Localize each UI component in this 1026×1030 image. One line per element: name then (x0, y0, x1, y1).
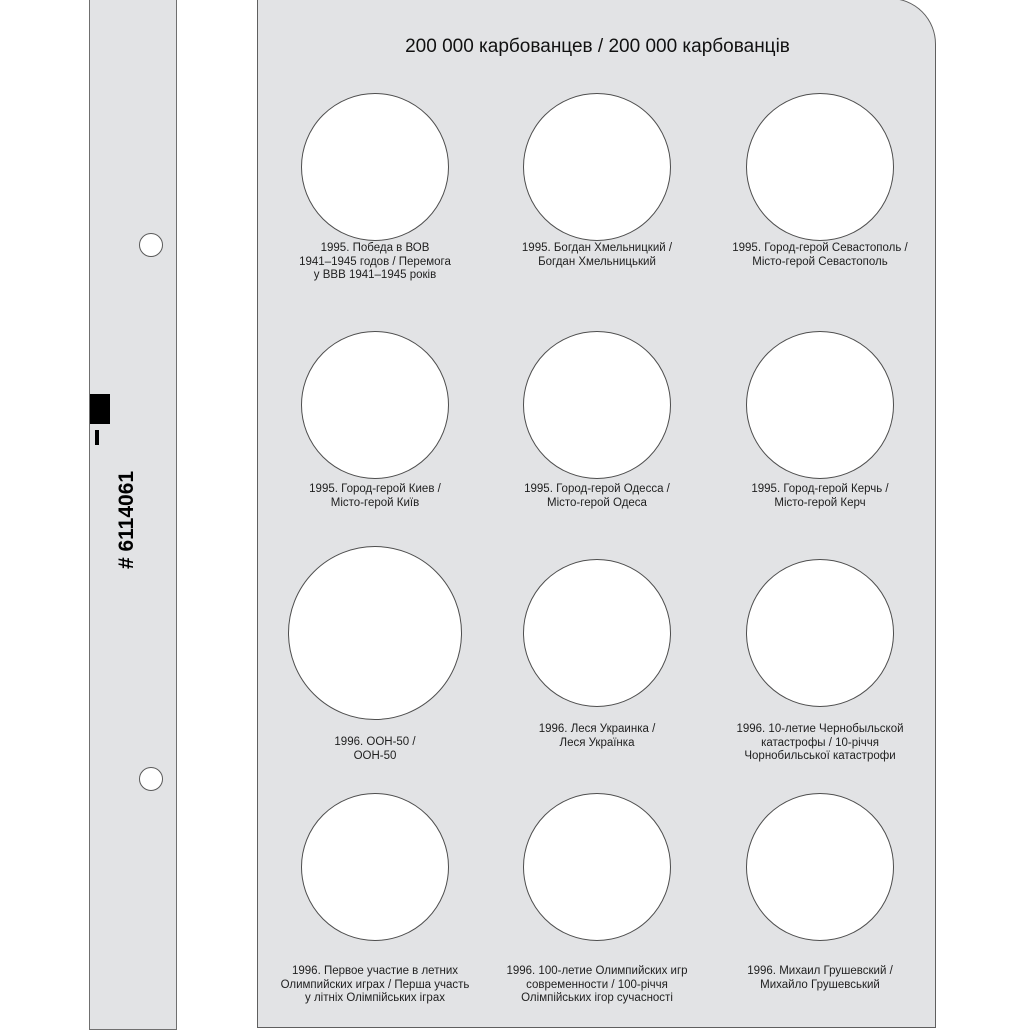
coin-label (260, 242, 490, 283)
coin-label (705, 723, 935, 764)
coin-label (260, 965, 490, 1006)
coin-label-line: Місто-герой Керч (774, 496, 866, 509)
coin-label-line: Михайло Грушевський (760, 978, 880, 991)
coin-slot (746, 559, 894, 707)
coin-label-line: современности / 100-річчя (526, 978, 668, 991)
coin-label-line: Леся Українка (559, 736, 635, 749)
coin-label-line: у ВВВ 1941–1945 років (313, 269, 437, 281)
coin-label-line: 1996. ООН-50 / (334, 736, 416, 748)
coin-label (705, 965, 935, 992)
coin-label-line: 1941–1945 годов / Перемога (299, 255, 451, 268)
coin-label-line: Богдан Хмельницький (538, 255, 656, 268)
registration-tick (95, 430, 99, 445)
coin-slot (301, 331, 449, 479)
coin-slot (746, 793, 894, 941)
registration-mark (90, 394, 110, 424)
coin-slot (523, 93, 671, 241)
coin-label (482, 723, 712, 750)
coin-label (260, 483, 490, 510)
coin-label (482, 965, 712, 1006)
coin-label-line: 1995. Победа в ВОВ (320, 242, 430, 254)
coin-label (705, 483, 935, 510)
coin-label-line: Місто-герой Київ (330, 496, 420, 509)
coin-label-line: 1995. Богдан Хмельницкий / (521, 242, 673, 254)
coin-label-line: Чорнобильської катастрофи (744, 750, 896, 762)
coin-label-line: Місто-герой Одеса (547, 496, 647, 509)
coin-slot (523, 331, 671, 479)
coin-slot (301, 93, 449, 241)
coin-label-line: 1996. Михаил Грушевский / (747, 965, 893, 977)
coin-label-line: 1996. 100-летие Олимпийских игр (506, 965, 688, 977)
coin-label-line: 1995. Город-герой Севастополь / (732, 242, 908, 254)
coin-label-line: катастрофы / 10-річчя (761, 736, 879, 749)
coin-slot (746, 93, 894, 241)
coin-label (482, 242, 712, 269)
coin-label-line: у літніх Олімпійських іграх (305, 992, 445, 1004)
coin-slot (746, 331, 894, 479)
binder-hole-bottom (139, 767, 163, 791)
coin-label-line: 1996. Леся Украинка / (538, 723, 656, 735)
coin-label-line: 1995. Город-герой Керчь / (751, 483, 889, 495)
binder-hole-top (139, 233, 163, 257)
coin-label-line: 1996. Первое участие в летних (292, 965, 458, 977)
page-title: 200 000 карбованцев / 200 000 карбованців (405, 36, 790, 57)
coin-label-line: 1996. 10-летие Чернобыльской (736, 723, 904, 735)
coin-label (482, 483, 712, 510)
coin-label-line: 1995. Город-герой Одесса / (524, 483, 670, 495)
coin-slot (523, 559, 671, 707)
coin-label-line: Олімпійських ігор сучасності (521, 992, 673, 1004)
coin-slot (523, 793, 671, 941)
coin-slot (288, 546, 462, 720)
coin-label-line: 1995. Город-герой Киев / (309, 483, 441, 495)
coin-label-line: Олимпийских играх / Перша участь (280, 978, 470, 991)
coin-label-line: Місто-герой Севастополь (752, 255, 888, 268)
catalog-number-text: # 6114061 (115, 470, 138, 570)
coin-label (705, 242, 935, 269)
coin-slot (301, 793, 449, 941)
coin-label-line: ООН-50 (353, 749, 397, 762)
coin-label (260, 736, 490, 763)
